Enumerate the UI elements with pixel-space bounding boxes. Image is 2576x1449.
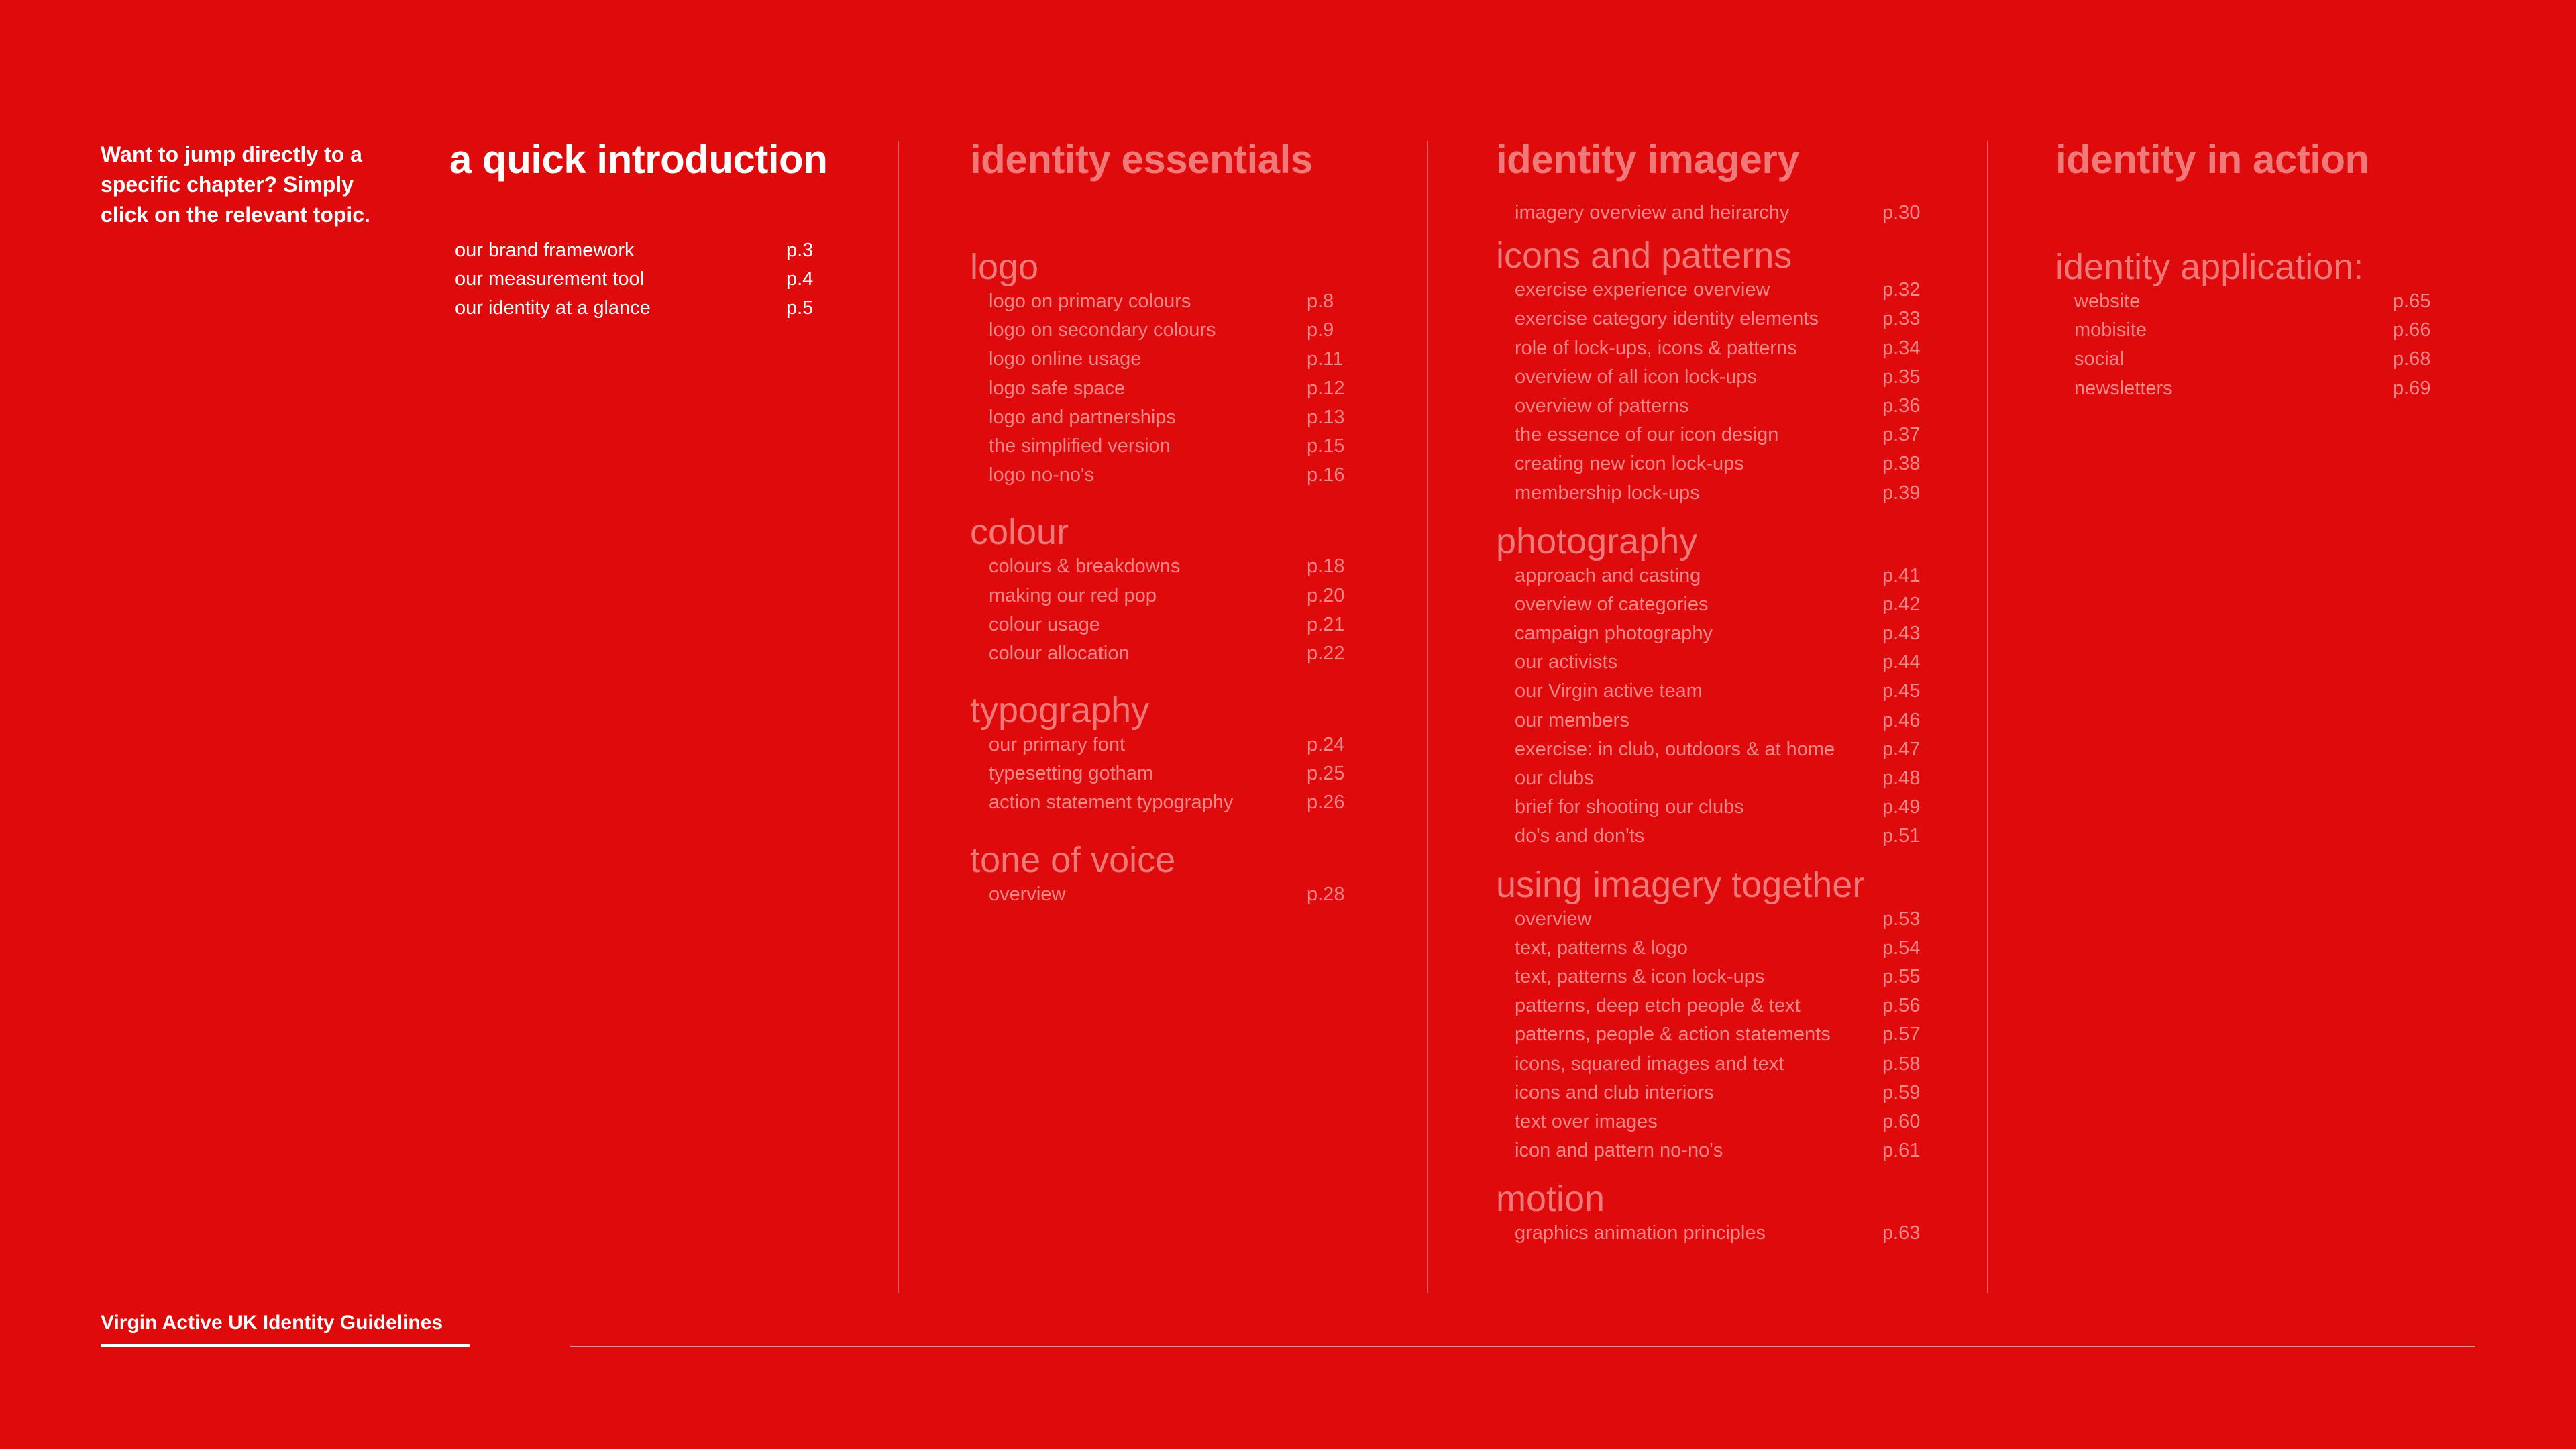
toc-entry[interactable] <box>989 731 1345 759</box>
toc-section-title[interactable]: photography <box>1496 521 1698 561</box>
toc-entry-page: p.37 <box>1882 424 1921 446</box>
toc-entry[interactable] <box>1515 1108 1921 1136</box>
toc-section <box>1496 521 1921 851</box>
toc-entry-label: the essence of our icon design <box>1515 424 1779 446</box>
toc-entry-page: p.15 <box>1307 435 1345 457</box>
toc-entry[interactable] <box>989 432 1345 461</box>
toc-entry-label: logo on secondary colours <box>989 319 1216 341</box>
toc-entry-page: p.42 <box>1882 593 1921 615</box>
toc-entry[interactable] <box>1515 963 1921 991</box>
toc-entry[interactable] <box>1515 1050 1921 1079</box>
toc-entry[interactable] <box>455 265 827 294</box>
toc-entry[interactable] <box>1515 735 1921 764</box>
toc-entry[interactable] <box>989 287 1334 316</box>
toc-entry[interactable] <box>1515 822 1921 851</box>
toc-entry-page: p.48 <box>1882 767 1921 789</box>
toc-entry[interactable] <box>2074 316 2431 345</box>
toc-entry-label: our identity at a glance <box>455 297 651 319</box>
toc-entry-page: p.24 <box>1307 734 1345 756</box>
toc-entry-page: p.21 <box>1307 613 1345 635</box>
toc-entry-page: p.33 <box>1882 308 1921 330</box>
toc-entry-page: p.13 <box>1307 406 1345 428</box>
toc-section-list <box>989 287 1345 490</box>
toc-entry[interactable] <box>455 236 827 265</box>
toc-entry-page: p.4 <box>786 268 814 290</box>
toc-entry[interactable] <box>1515 334 1921 363</box>
toc-section <box>1496 1179 1921 1248</box>
column-title-identity-essentials: identity essentials <box>970 137 1313 182</box>
toc-entry-label: logo on primary colours <box>989 290 1191 312</box>
toc-entry[interactable] <box>455 294 827 323</box>
toc-entry[interactable] <box>1515 648 1921 677</box>
toc-entry[interactable] <box>1515 561 1921 590</box>
toc-entry-label: approach and casting <box>1515 564 1701 586</box>
toc-entry-label: website <box>2074 290 2141 312</box>
toc-entry-label: icon and pattern no-no's <box>1515 1140 1723 1162</box>
toc-entry-page: p.5 <box>786 297 814 319</box>
toc-entry-label: colour allocation <box>989 642 1130 664</box>
toc-section-title[interactable]: tone of voice <box>970 839 1176 880</box>
toc-section <box>970 690 1345 818</box>
toc-entry-label: logo no-no's <box>989 464 1095 486</box>
toc-entry-label: newsletters <box>2074 377 2173 399</box>
toc-entry-label: logo online usage <box>989 348 1142 370</box>
toc-entry-page: p.22 <box>1307 642 1345 664</box>
toc-entry-page: p.55 <box>1882 965 1921 987</box>
toc-entry[interactable] <box>2074 287 2431 316</box>
toc-entry-page: p.16 <box>1307 464 1345 486</box>
toc-entry-label: do's and don'ts <box>1515 825 1645 847</box>
toc-entry[interactable] <box>1515 363 1921 392</box>
toc-entry-page: p.18 <box>1307 555 1345 578</box>
column-identity-in-action <box>2055 134 2431 403</box>
toc-entry-label: our members <box>1515 709 1629 731</box>
toc-section-list <box>1515 1219 1921 1248</box>
toc-entry[interactable] <box>1515 991 1921 1020</box>
toc-entry-page: p.45 <box>1882 680 1921 702</box>
toc-entry-label: our measurement tool <box>455 268 645 290</box>
toc-entry-page: p.69 <box>2393 377 2431 399</box>
column-divider <box>1427 141 1428 1293</box>
toc-entry-page: p.28 <box>1307 883 1345 905</box>
toc-entry[interactable] <box>1515 479 1921 508</box>
toc-section-list <box>1515 561 1921 851</box>
toc-section <box>2055 247 2431 403</box>
toc-entry-page: p.56 <box>1882 995 1921 1017</box>
toc-entry-page: p.11 <box>1307 348 1344 370</box>
toc-entry-label: patterns, deep etch people & text <box>1515 995 1801 1017</box>
toc-entry-page: p.49 <box>1882 796 1921 818</box>
toc-entry-label: our brand framework <box>455 239 635 261</box>
toc-entry[interactable] <box>1515 1020 1921 1049</box>
toc-entry-label: overview <box>989 883 1066 905</box>
toc-entry-page: p.60 <box>1882 1110 1921 1132</box>
toc-section-title[interactable]: logo <box>970 247 1039 287</box>
toc-entry-page: p.68 <box>2393 348 2431 370</box>
column-identity-essentials <box>970 134 1345 909</box>
toc-section <box>970 512 1345 668</box>
toc-entry[interactable] <box>989 374 1345 403</box>
toc-entry[interactable] <box>1515 1219 1921 1248</box>
toc-entry-page: p.43 <box>1882 623 1921 645</box>
toc-entry[interactable] <box>2074 374 2431 403</box>
imagery-lead-list <box>1515 199 1921 227</box>
toc-entry[interactable] <box>1515 449 1921 478</box>
identity-imagery-sections <box>1496 235 1921 1248</box>
toc-entry-page: p.3 <box>786 239 814 261</box>
toc-entry-label: exercise category identity elements <box>1515 308 1819 330</box>
toc-entry-label: graphics animation principles <box>1515 1222 1766 1244</box>
toc-section <box>1496 864 1921 1166</box>
column-divider <box>1987 141 1988 1293</box>
toc-section-title[interactable]: identity application: <box>2055 247 2364 287</box>
toc-entry-label: the simplified version <box>989 435 1171 457</box>
toc-entry-page: p.25 <box>1307 763 1345 785</box>
toc-entry[interactable] <box>989 610 1345 639</box>
toc-entry[interactable] <box>989 552 1345 581</box>
toc-section-list <box>1515 276 1921 508</box>
column-identity-imagery <box>1496 134 1921 1248</box>
toc-entry[interactable] <box>989 345 1344 374</box>
column-divider <box>898 141 899 1293</box>
toc-entry[interactable] <box>1515 199 1921 227</box>
toc-entry-page: p.20 <box>1307 584 1345 606</box>
toc-entry[interactable] <box>1515 305 1921 333</box>
toc-section <box>1496 235 1921 508</box>
toc-entry-label: our clubs <box>1515 767 1594 789</box>
toc-entry-label: text, patterns & icon lock-ups <box>1515 965 1765 987</box>
toc-section-title[interactable]: typography <box>970 690 1150 731</box>
footer-underline <box>101 1344 470 1347</box>
toc-entry[interactable] <box>1515 590 1921 619</box>
toc-section <box>970 247 1345 490</box>
toc-entry-label: overview of patterns <box>1515 394 1689 417</box>
toc-section-list <box>1515 905 1921 1166</box>
toc-entry-label: making our red pop <box>989 584 1157 606</box>
toc-entry-page: p.32 <box>1882 279 1921 301</box>
toc-entry[interactable] <box>989 316 1334 345</box>
toc-entry-label: campaign photography <box>1515 623 1713 645</box>
column-title-identity-in-action: identity in action <box>2055 137 2369 182</box>
toc-section-list <box>989 880 1345 909</box>
toc-entry-label: brief for shooting our clubs <box>1515 796 1744 818</box>
toc-entry-label: social <box>2074 348 2125 370</box>
toc-entry-label: icons and club interiors <box>1515 1081 1714 1104</box>
identity-essentials-sections <box>970 247 1345 909</box>
toc-entry-label: logo safe space <box>989 377 1126 399</box>
toc-entry-page: p.66 <box>2393 319 2431 341</box>
toc-entry[interactable] <box>1515 905 1921 934</box>
toc-entry-label: membership lock-ups <box>1515 482 1700 504</box>
toc-entry-label: logo and partnerships <box>989 406 1176 428</box>
toc-section-title[interactable]: using imagery together <box>1496 864 1865 905</box>
toc-entry-label: text, patterns & logo <box>1515 936 1688 959</box>
toc-entry[interactable] <box>989 582 1345 610</box>
toc-entry-label: colour usage <box>989 613 1101 635</box>
toc-entry-page: p.57 <box>1882 1024 1921 1046</box>
toc-entry-page: p.53 <box>1882 908 1921 930</box>
toc-entry-page: p.38 <box>1882 453 1921 475</box>
column-quick-introduction <box>449 134 827 323</box>
toc-entry-page: p.39 <box>1882 482 1921 504</box>
toc-entry-label: our activists <box>1515 651 1618 674</box>
toc-section <box>970 839 1345 909</box>
toc-entry-label: our primary font <box>989 734 1126 756</box>
toc-entry-label: typesetting gotham <box>989 763 1154 785</box>
toc-entry-page: p.54 <box>1882 936 1921 959</box>
toc-entry-page: p.35 <box>1882 366 1921 388</box>
footer-rule <box>570 1346 2475 1347</box>
toc-entry-page: p.59 <box>1882 1081 1921 1104</box>
intro-note: Want to jump directly to a specific chapter? Simply click on the relevant topic. <box>101 142 370 227</box>
toc-entry-page: p.65 <box>2393 290 2431 312</box>
toc-entry-page: p.8 <box>1307 290 1334 312</box>
toc-entry[interactable] <box>1515 764 1921 793</box>
toc-entry-page: p.12 <box>1307 377 1345 399</box>
toc-entry[interactable] <box>989 788 1345 817</box>
toc-entry-page: p.46 <box>1882 709 1921 731</box>
toc-entry-label: overview of categories <box>1515 593 1709 615</box>
toc-entry[interactable] <box>1515 793 1921 822</box>
toc-entry[interactable] <box>1515 619 1921 648</box>
toc-entry[interactable] <box>1515 934 1921 963</box>
toc-entry[interactable] <box>1515 677 1921 706</box>
toc-entry-page: p.51 <box>1882 825 1921 847</box>
identity-in-action-sections <box>2055 247 2431 403</box>
toc-entry[interactable] <box>1515 706 1921 735</box>
toc-section-title[interactable]: icons and patterns <box>1496 235 1792 276</box>
column-title-quick-introduction: a quick introduction <box>449 137 828 182</box>
column-title-identity-imagery: identity imagery <box>1496 137 1800 182</box>
toc-entry[interactable] <box>1515 276 1921 305</box>
toc-entry-page: p.63 <box>1882 1222 1921 1244</box>
toc-entry-page: p.61 <box>1882 1140 1921 1162</box>
toc-section-list <box>989 552 1345 668</box>
toc-entry-label: our Virgin active team <box>1515 680 1703 702</box>
toc-entry[interactable] <box>989 403 1345 432</box>
toc-section-list <box>989 731 1345 818</box>
toc-entry[interactable] <box>1515 392 1921 421</box>
toc-entry-label: icons, squared images and text <box>1515 1053 1784 1075</box>
toc-section-title[interactable]: motion <box>1496 1179 1605 1220</box>
toc-entry-page: p.34 <box>1882 337 1921 359</box>
toc-entry-label: overview <box>1515 908 1592 930</box>
toc-entry[interactable] <box>1515 1136 1921 1165</box>
toc-section-title[interactable]: colour <box>970 512 1069 553</box>
toc-entry[interactable] <box>2074 345 2431 374</box>
toc-entry-label: exercise: in club, outdoors & at home <box>1515 738 1835 760</box>
toc-entry-label: text over images <box>1515 1110 1658 1132</box>
toc-entry-page: p.41 <box>1882 564 1921 586</box>
toc-entry-page: p.26 <box>1307 792 1345 814</box>
toc-entry[interactable] <box>1515 421 1921 449</box>
toc-entry-label: role of lock-ups, icons & patterns <box>1515 337 1797 359</box>
toc-entry[interactable] <box>989 880 1345 909</box>
toc-entry[interactable] <box>989 461 1345 490</box>
toc-entry-label: patterns, people & action statements <box>1515 1024 1831 1046</box>
toc-entry-page: p.47 <box>1882 738 1921 760</box>
toc-entry[interactable] <box>989 759 1345 788</box>
toc-entry-page: p.44 <box>1882 651 1921 674</box>
document-title: Virgin Active UK Identity Guidelines <box>101 1311 443 1334</box>
toc-entry-label: mobisite <box>2074 319 2147 341</box>
toc-section-list <box>2074 287 2431 403</box>
toc-entry-page: p.58 <box>1882 1053 1921 1075</box>
toc-entry-page: p.36 <box>1882 394 1921 417</box>
quick-introduction-list <box>455 236 827 323</box>
toc-entry-label: creating new icon lock-ups <box>1515 453 1744 475</box>
toc-entry-label: overview of all icon lock-ups <box>1515 366 1758 388</box>
toc-entry-label: exercise experience overview <box>1515 279 1770 301</box>
toc-entry[interactable] <box>1515 1079 1921 1108</box>
toc-entry-label: imagery overview and heirarchy <box>1515 202 1790 223</box>
toc-entry-page: p.9 <box>1307 319 1334 341</box>
toc-entry-page: p.30 <box>1882 202 1921 223</box>
toc-entry[interactable] <box>989 639 1345 668</box>
toc-entry-label: colours & breakdowns <box>989 555 1181 578</box>
toc-entry-label: action statement typography <box>989 792 1234 814</box>
